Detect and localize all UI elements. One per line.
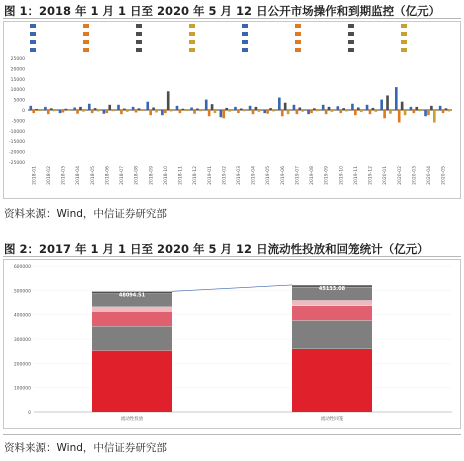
category-label: 流动性投放 [120,417,144,422]
legend-swatch [295,48,301,52]
bar-mark [375,110,378,112]
bar-mark [424,110,427,116]
bar-mark [266,110,269,114]
total-label: 48094.51 [118,292,146,299]
bar-mark [322,105,325,110]
bar-mark [345,110,348,111]
y-tick-label: 5000 [13,98,25,104]
legend-swatch [242,40,248,44]
bar-mark [47,110,50,114]
legend-swatch [136,24,142,28]
bar-mark [67,110,70,111]
bar-mark [272,110,275,111]
stack-segment [92,326,172,350]
bar-mark [372,108,375,110]
bar-mark [401,102,404,110]
x-tick-label: 2019-09 [324,166,330,185]
category-label: 流动性回笼 [320,417,344,422]
y-tick-label: 500000 [13,289,31,295]
bar-mark [65,109,68,110]
figure2-title: 图 2：2017 年 1 月 1 日至 2020 年 5 月 12 日流动性投放和回笼统计（亿元） [4,242,429,256]
bar-mark [141,110,144,111]
legend-swatch [30,48,36,52]
bar-mark [269,108,272,110]
legend-swatch [136,32,142,36]
figure2-bottom-rule [3,434,461,435]
bar-mark [398,110,401,122]
bar-mark [196,109,199,110]
x-tick-label: 2020-01 [383,166,389,185]
x-tick-label: 2018-02 [46,166,52,185]
x-tick-label: 2019-11 [353,166,359,185]
bar-mark [281,110,284,116]
bar-mark [430,106,433,110]
bar-mark [214,110,217,113]
y-tick-label: 0 [28,411,31,416]
bar-mark [190,108,193,110]
bar-mark [167,91,170,110]
bar-mark [182,109,185,110]
legend-swatch [295,24,301,28]
bar-mark [164,110,167,113]
x-tick-label: 2019-07 [295,166,301,185]
y-tick-label: 10000 [10,88,25,94]
legend-swatch [295,32,301,36]
bar-mark [103,110,106,114]
x-tick-label: 2019-12 [368,166,374,185]
bar-mark [205,100,208,110]
bar-mark [237,110,240,113]
bar-mark [383,110,386,118]
y-tick-label: 600000 [13,265,31,270]
bar-mark [439,106,442,110]
bar-mark [252,110,255,114]
bar-mark [91,110,94,113]
figure1-chart [4,22,460,198]
bar-mark [310,110,313,113]
bar-mark [240,109,243,110]
bar-mark [152,108,155,110]
legend-swatch [242,48,248,52]
x-tick-label: 2018-05 [90,166,96,185]
bar-mark [176,106,179,110]
bar-mark [79,107,82,110]
bar-mark [445,108,448,110]
x-tick-label: 2019-04 [251,166,257,185]
y-tick-label: -10000 [9,129,25,135]
x-tick-label: 2019-06 [280,166,286,185]
bar-mark [184,110,187,111]
bar-mark [146,102,149,110]
bar-mark [126,110,129,112]
bar-mark [105,110,108,113]
bar-mark [293,105,296,110]
bar-mark [339,110,342,113]
bar-mark [179,110,182,113]
bar-mark [313,108,316,110]
bar-mark [395,87,398,110]
bar-mark [243,110,246,111]
x-tick-label: 2019-08 [310,166,316,185]
stack-segment [292,320,372,348]
bar-mark [62,110,65,112]
bar-mark [193,110,196,114]
bar-mark [342,108,345,110]
bar-mark [94,108,97,110]
bar-mark [88,104,91,110]
bar-mark [228,110,231,112]
bar-mark [316,110,319,111]
bar-mark [53,110,56,111]
legend-swatch [242,32,248,36]
x-tick-label: 2018-11 [178,166,184,185]
bar-mark [415,107,418,110]
y-tick-label: 20000 [10,67,25,73]
y-tick-label: -15000 [9,140,25,146]
bar-mark [442,110,445,113]
bar-mark [138,108,141,110]
x-tick-label: 2019-02 [222,166,228,185]
stack-segment [92,307,172,312]
legend-swatch [83,24,89,28]
bar-mark [211,104,214,110]
y-tick-label: 15000 [10,77,25,83]
bar-mark [258,110,261,112]
legend-swatch [401,24,407,28]
bar-mark [111,110,114,111]
bar-mark [76,110,79,114]
bar-mark [82,110,85,112]
y-tick-label: 300000 [13,338,31,343]
x-tick-label: 2018-03 [61,166,67,185]
legend-swatch [136,48,142,52]
legend-swatch [30,40,36,44]
x-tick-label: 2019-05 [266,166,272,185]
y-tick-label: -5000 [11,119,25,125]
legend-swatch [189,48,195,52]
x-tick-label: 2019-03 [237,166,242,185]
y-tick-label: 100000 [13,386,31,392]
x-tick-label: 2018-12 [193,166,199,185]
bar-mark [255,107,258,110]
bar-mark [234,107,237,110]
bar-mark [132,107,135,110]
y-tick-label: 25000 [10,57,25,62]
bar-mark [418,110,421,111]
bar-mark [331,110,334,112]
x-tick-label: 2018-09 [149,166,155,185]
bar-mark [225,108,228,110]
bar-mark [120,110,123,114]
legend-swatch [83,40,89,44]
bar-mark [433,110,436,122]
stack-segment [92,312,172,327]
bar-mark [135,110,138,112]
bar-mark [149,110,152,115]
x-tick-label: 2018-07 [120,166,126,185]
legend-swatch [401,48,407,52]
bar-mark [155,110,158,112]
figure1-source: 资料来源：Wind，中信证券研究部 [4,208,167,220]
legend-swatch [30,24,36,28]
x-tick-label: 2020-04 [427,166,433,185]
bar-mark [263,110,266,113]
legend-swatch [348,24,354,28]
bar-mark [328,107,331,110]
stack-segment [292,349,372,412]
bar-mark [35,109,38,110]
bar-mark [389,110,392,114]
bar-mark [50,108,53,110]
bar-mark [97,110,100,111]
y-tick-label: -20000 [9,150,25,156]
legend-swatch [242,24,248,28]
y-tick-label: -25000 [9,161,25,166]
y-tick-label: 400000 [13,313,31,319]
legend-swatch [189,40,195,44]
bar-mark [351,104,354,110]
figure2-chart-panel [3,259,461,429]
bar-mark [249,106,252,110]
bar-mark [44,107,47,110]
bar-mark [366,105,369,110]
x-tick-label: 2018-01 [32,166,38,185]
legend-swatch [136,40,142,44]
y-tick-label: 0 [22,109,25,114]
stack-segment [292,300,372,305]
bar-mark [354,110,357,115]
bar-mark [108,105,111,110]
bar-mark [117,105,120,110]
x-tick-label: 2018-06 [105,166,111,185]
bar-mark [73,108,76,110]
figure1-chart-panel [3,21,461,199]
bar-mark [307,110,310,114]
bar-mark [123,109,126,110]
bar-mark [448,110,451,111]
bar-mark [222,110,225,118]
bar-mark [360,110,363,112]
legend-swatch [30,32,36,36]
bar-mark [284,103,287,110]
x-tick-label: 2019-10 [339,166,345,185]
bar-mark [298,108,301,110]
x-tick-label: 2020-03 [412,166,418,185]
legend-swatch [83,48,89,52]
bar-mark [336,106,339,110]
total-label: 45133.08 [318,285,346,292]
x-tick-label: 2020-02 [397,166,403,185]
bar-mark [413,110,416,113]
legend-swatch [348,48,354,52]
bar-mark [296,110,299,114]
stack-segment [292,306,372,321]
bar-mark [208,110,211,116]
bar-mark [199,110,202,111]
bar-mark [59,110,62,113]
bar-mark [170,110,173,111]
bar-mark [301,110,304,112]
figure2-chart [4,260,460,428]
bar-mark [369,110,372,114]
legend-swatch [189,24,195,28]
x-tick-label: 2018-10 [163,166,169,185]
legend-swatch [348,32,354,36]
legend-swatch [83,32,89,36]
legend-swatch [295,40,301,44]
bar-mark [380,100,383,110]
figure2-title-rule [3,256,461,257]
x-tick-label: 2018-08 [134,166,140,185]
stack-segment [92,350,172,412]
bar-mark [410,107,413,110]
bar-mark [404,110,407,115]
bar-mark [287,110,290,114]
bar-mark [29,106,32,110]
bar-mark [32,110,35,113]
x-tick-label: 2020-05 [441,166,447,185]
bar-mark [278,98,281,110]
legend-swatch [189,32,195,36]
legend-swatch [401,32,407,36]
figure1-title: 图 1：2018 年 1 月 1 日至 2020 年 5 月 12 日公开市场操作和到期监控（亿元） [4,4,441,18]
legend-swatch [348,40,354,44]
figure1-title-rule [3,18,461,19]
bar-mark [161,110,164,115]
bar-mark [427,110,430,115]
legend-swatch [401,40,407,44]
bar-mark [220,110,223,117]
x-tick-label: 2019-01 [207,166,213,185]
figure2-source: 资料来源：Wind，中信证券研究部 [4,442,167,454]
bar-mark [325,110,328,114]
y-tick-label: 200000 [13,362,31,368]
x-tick-label: 2018-04 [76,166,82,185]
bar-mark [386,95,389,110]
bar-mark [38,110,41,111]
bar-mark [357,108,360,110]
